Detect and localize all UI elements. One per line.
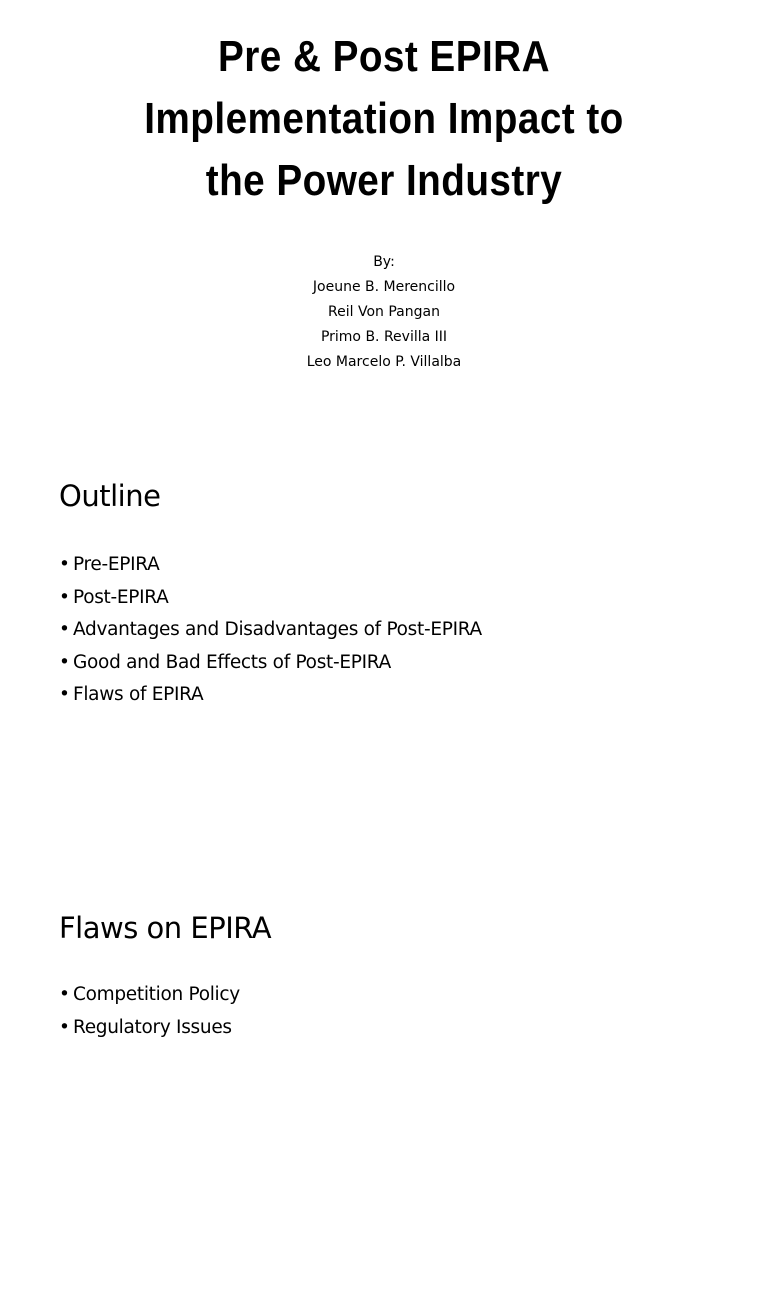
author-list [184, 250, 584, 375]
outline-item: • Pre-EPIRA [59, 549, 482, 582]
outline-slide [0, 432, 768, 864]
title-line: Pre & Post EPIRA [218, 32, 550, 81]
outline-item: • Flaws of EPIRA [59, 679, 482, 712]
outline-item: • Advantages and Disadvantages of Post-EPIRA [59, 614, 482, 647]
flaws-list [59, 979, 240, 1044]
title-slide [0, 0, 768, 432]
title-line: Implementation Impact to [144, 94, 624, 143]
flaws-heading: Flaws on EPIRA [59, 911, 272, 945]
author-name: Joeune B. Merencillo [312, 279, 456, 295]
outline-heading: Outline [59, 479, 161, 513]
flaws-item: • Regulatory Issues [59, 1012, 240, 1045]
author-name: Primo B. Revilla III [320, 329, 448, 345]
title-line: the Power Industry [205, 156, 563, 205]
flaws-item: • Competition Policy [59, 979, 240, 1012]
author-name: Leo Marcelo P. Villalba [306, 354, 462, 370]
outline-item: • Post-EPIRA [59, 582, 482, 615]
presentation-title [81, 26, 686, 212]
author-name: Reil Von Pangan [328, 304, 440, 320]
by-label: By: [373, 254, 395, 270]
outline-list [59, 549, 482, 712]
outline-item: • Good and Bad Effects of Post-EPIRA [59, 647, 482, 680]
flaws-slide [0, 864, 768, 1296]
